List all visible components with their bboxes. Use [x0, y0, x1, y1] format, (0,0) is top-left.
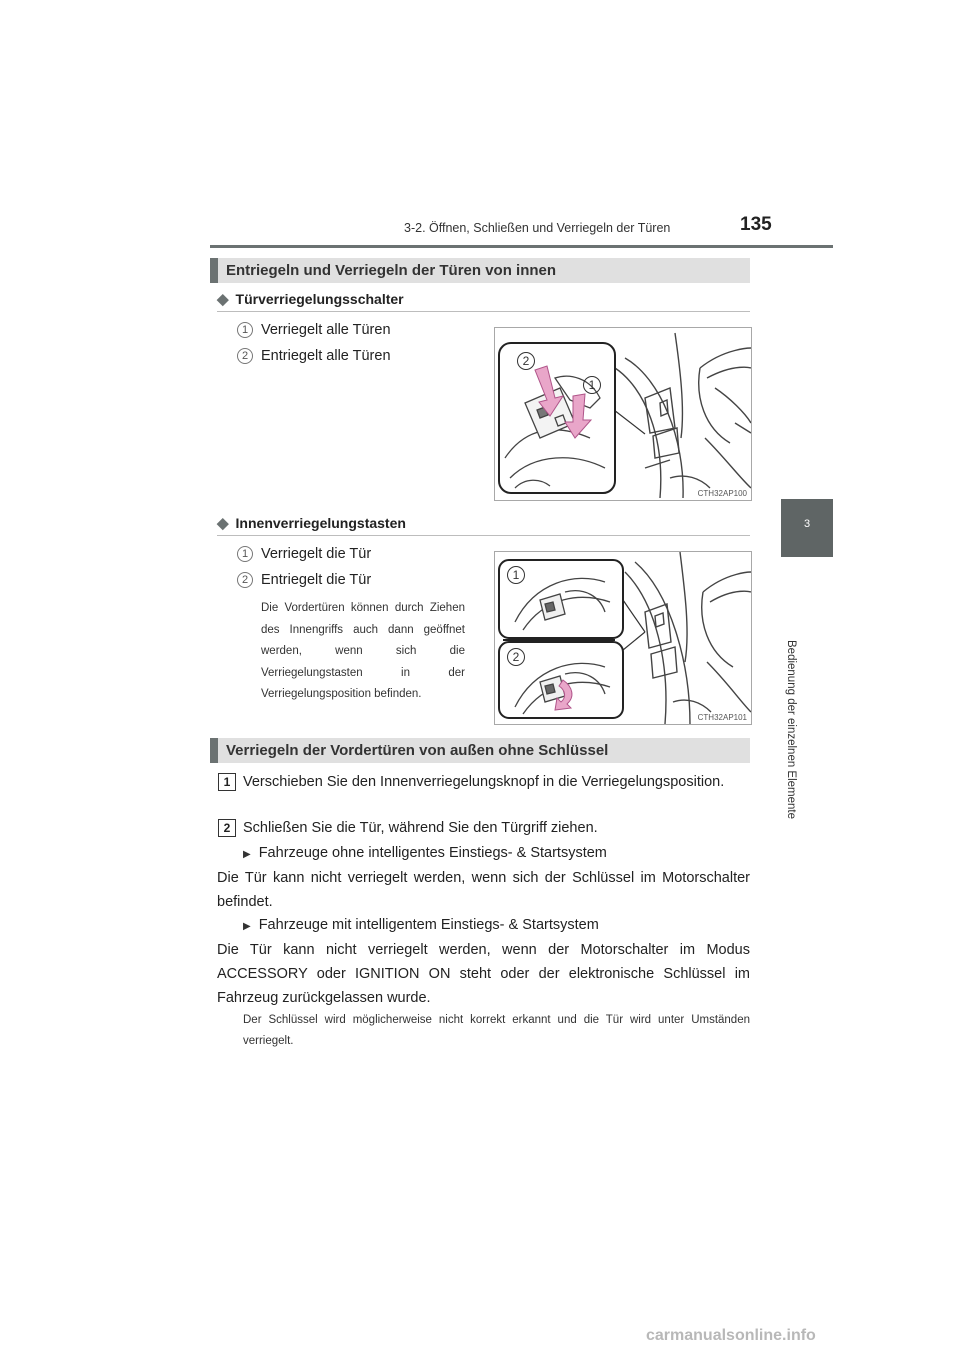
bullet-text: Fahrzeuge ohne intelligentes Einstiegs- & Startsystem: [258, 845, 607, 861]
subheading-text: Innenverriegelungstasten: [235, 515, 406, 531]
note-text: Die Vordertüren können durch Ziehen des Innengriffs auch dann geöffnet werden, wenn sich die Verriegelungstasten in der Verriegelungsposition befinden.: [261, 602, 465, 700]
step-number-box: 1: [218, 773, 236, 791]
section-bar-lock-front-doors-outside: [210, 738, 750, 763]
subheading-text: Türverriegelungsschalter: [235, 291, 404, 307]
figure-callout: 1: [507, 566, 525, 584]
chapter-title: 3-2. Öffnen, Schließen und Verriegeln der Türen: [404, 221, 671, 235]
diamond-icon: ◆: [217, 291, 229, 308]
section-title: Entriegeln und Verriegeln der Türen von innen: [226, 262, 557, 279]
diamond-icon: ◆: [217, 515, 229, 532]
subheading-rule: [217, 535, 750, 536]
step-text: Verschieben Sie den Innenverriegelungsknopf in die Verriegelungsposition.: [243, 774, 725, 790]
list-item-text: Verriegelt alle Türen: [261, 322, 391, 338]
triangle-bullet-icon: ▶: [243, 921, 251, 932]
paragraph-text: Die Tür kann nicht verriegelt werden, wenn sich der Schlüssel im Motorschalter befindet.: [217, 870, 750, 910]
bullet-vehicles-without-smart-entry: [243, 845, 607, 861]
figure-door-lock-switch: [494, 327, 752, 501]
bullet-vehicles-with-smart-entry: [243, 917, 599, 933]
watermark-text: carmanualsonline.info: [646, 1327, 816, 1344]
section-bar-accent: [210, 258, 218, 283]
figure-code: CTH32AP101: [697, 713, 747, 722]
section-bar-unlock-lock-inside: [210, 258, 750, 283]
page-number: 135: [740, 214, 772, 235]
triangle-bullet-icon: ▶: [243, 849, 251, 860]
item-number-circle: 1: [237, 322, 253, 338]
step-number-box: 2: [218, 819, 236, 837]
subheading-door-lock-switch: [217, 290, 404, 308]
section-bar-accent: [210, 738, 218, 763]
bullet-text: Fahrzeuge mit intelligentem Einstiegs- & Startsystem: [258, 917, 599, 933]
figure-door-lock-switch-drawing: [495, 328, 751, 500]
note-text: Der Schlüssel wird möglicherweise nicht korrekt erkannt und die Tür wird unter Umständen verriegelt.: [243, 1014, 750, 1047]
item-number-circle: 2: [237, 348, 253, 364]
figure-callout: 2: [517, 352, 535, 370]
figure-inside-lock-buttons: [494, 551, 752, 725]
section-title: Verriegeln der Vordertüren von außen ohne Schlüssel: [226, 742, 609, 759]
figure-code: CTH32AP100: [697, 489, 747, 498]
chapter-side-tab-number: 3: [803, 518, 811, 530]
figure-inside-lock-buttons-drawing: [495, 552, 751, 724]
item-number-circle: 2: [237, 572, 253, 588]
list-item-text: Entriegelt alle Türen: [261, 348, 391, 364]
subheading-rule: [217, 311, 750, 312]
list-item-text: Entriegelt die Tür: [261, 572, 372, 588]
list-item-text: Verriegelt die Tür: [261, 546, 372, 562]
item-number-circle: 1: [237, 546, 253, 562]
figure-callout: 1: [583, 376, 601, 394]
header-rule: [210, 245, 833, 248]
figure-callout: 2: [507, 648, 525, 666]
step-text: Schließen Sie die Tür, während Sie den Türgriff ziehen.: [243, 820, 598, 836]
subheading-inside-lock-buttons: [217, 514, 406, 532]
paragraph-text: Die Tür kann nicht verriegelt werden, wenn der Motorschalter im Modus ACCESSORY oder IGNITION ON steht oder der elektronische Schlüssel im Fahrzeug zurückgelassen wurde.: [217, 942, 750, 1006]
chapter-side-label-text: Bedienung der einzelnen Elemente: [785, 640, 797, 820]
